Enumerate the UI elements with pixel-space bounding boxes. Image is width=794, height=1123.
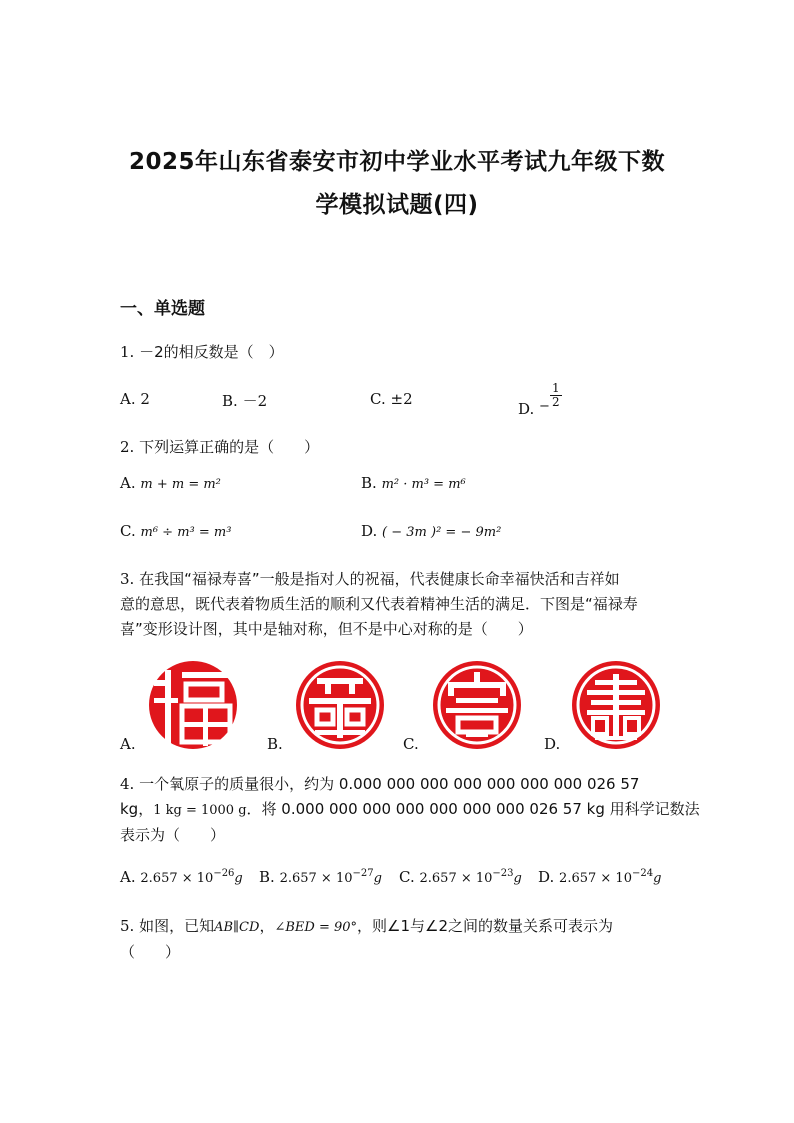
question-stem-line2c: ．将 0.000 000 000 000 000 000 000 026 57 kg 用科学记数法 — [246, 800, 700, 818]
question-stem-line1: 一个氧原子的质量很小，约为 0.000 000 000 000 000 000 000 026 57 — [139, 775, 640, 793]
angle-expression: ∠BED = 90° — [274, 920, 358, 935]
option-base: 2.657 × 10 — [140, 871, 214, 886]
fraction-numerator: 1 — [551, 381, 560, 395]
option-label: A. — [120, 390, 136, 408]
q3-option-a-label[interactable]: A. — [120, 735, 136, 753]
option-text: m⁶ ÷ m³ = m³ — [140, 525, 232, 540]
q1-option-d[interactable] — [518, 381, 562, 418]
option-label: B. — [361, 474, 377, 492]
q2-option-b[interactable] — [361, 474, 466, 492]
question-stem-e: ，则∠1与∠2之间的数量关系可表示为 — [357, 917, 613, 935]
option-label: C. — [370, 390, 386, 408]
option-base: 2.657 × 10 — [279, 871, 353, 886]
question-3 — [120, 567, 680, 642]
parallel-expression: AB∥CD — [214, 920, 260, 935]
question-stem-line3: 喜”变形设计图，其中是轴对称，但不是中心对称的是（ ） — [120, 620, 533, 638]
option-base: 2.657 × 10 — [559, 871, 632, 886]
option-text: m² · m³ = m⁶ — [381, 477, 466, 492]
question-stem-line1: 在我国“福禄寿喜”一般是指对人的祝福，代表健康长命幸福快活和吉祥如 — [139, 570, 620, 588]
question-1 — [120, 340, 680, 365]
question-number: 2. — [120, 438, 135, 456]
question-number: 1. — [120, 343, 135, 361]
question-number: 4. — [120, 775, 135, 793]
question-stem-c: ， — [259, 917, 275, 935]
question-stem-line3: 表示为（ ） — [120, 826, 226, 844]
fu-seal-icon — [148, 660, 238, 750]
q2-option-d[interactable] — [361, 522, 501, 540]
question-stem: －2的相反数是（ ） — [139, 343, 284, 361]
option-text: m + m = m² — [140, 477, 221, 492]
q4-option-a[interactable] — [120, 868, 243, 886]
q4-option-c[interactable] — [399, 868, 522, 886]
q4-option-b[interactable] — [259, 868, 382, 886]
option-label: C. — [120, 522, 136, 540]
option-text: − — [539, 399, 550, 414]
question-stem-line2a: kg， — [120, 800, 154, 818]
q1-option-a[interactable] — [120, 390, 150, 408]
q1-option-b[interactable] — [222, 390, 267, 411]
option-label: C. — [399, 868, 415, 886]
option-unit: g — [653, 871, 662, 886]
option-text: －2 — [242, 392, 268, 410]
q2-option-a[interactable] — [120, 474, 221, 492]
option-exponent: −24 — [631, 868, 654, 879]
option-text: ±2 — [390, 390, 413, 408]
question-2 — [120, 435, 680, 460]
question-5 — [120, 914, 680, 965]
option-label: B. — [222, 392, 238, 410]
q3-option-d-label[interactable]: D. — [544, 735, 561, 753]
q1-option-c[interactable] — [370, 390, 413, 408]
document-title-line2: 学模拟试题(四) — [315, 192, 479, 218]
question-4 — [120, 772, 700, 848]
q3-option-b-label[interactable]: B. — [267, 735, 283, 753]
option-unit: g — [373, 871, 382, 886]
lu-seal-icon — [295, 660, 385, 750]
option-text: 2 — [140, 390, 150, 408]
question-stem-line2: 意的意思，既代表着物质生活的顺利又代表着精神生活的满足．下图是“福禄寿 — [120, 595, 638, 613]
option-base: 2.657 × 10 — [419, 871, 493, 886]
question-number: 3. — [120, 570, 135, 588]
option-label: A. — [120, 868, 136, 886]
option-label: A. — [120, 474, 136, 492]
option-exponent: −27 — [352, 868, 374, 879]
option-exponent: −23 — [492, 868, 514, 879]
document-title-line1: 2025年山东省泰安市初中学业水平考试九年级下数 — [128, 149, 665, 175]
question-stem-a: 如图，已知 — [139, 917, 215, 935]
question-number: 5. — [120, 917, 135, 935]
shou-seal-icon — [432, 660, 522, 750]
section-title: 一、单选题 — [120, 299, 205, 319]
option-label: D. — [361, 522, 378, 540]
question-stem-line2: （ ） — [120, 943, 181, 961]
q4-option-d[interactable] — [538, 868, 661, 886]
xi-seal-icon — [571, 660, 661, 750]
fraction — [550, 382, 562, 409]
fraction-denominator: 2 — [551, 395, 560, 409]
question-stem: 下列运算正确的是（ ） — [139, 438, 320, 456]
option-label: D. — [538, 868, 555, 886]
option-unit: g — [513, 871, 522, 886]
option-label: D. — [518, 400, 535, 418]
option-text: ( − 3m )² = − 9m² — [382, 525, 502, 540]
q2-option-c[interactable] — [120, 522, 231, 540]
option-exponent: −26 — [213, 868, 235, 879]
unit-equation: 1 kg = 1000 g — [153, 803, 247, 818]
option-unit: g — [234, 871, 243, 886]
q3-option-c-label[interactable]: C. — [403, 735, 419, 753]
option-label: B. — [259, 868, 275, 886]
